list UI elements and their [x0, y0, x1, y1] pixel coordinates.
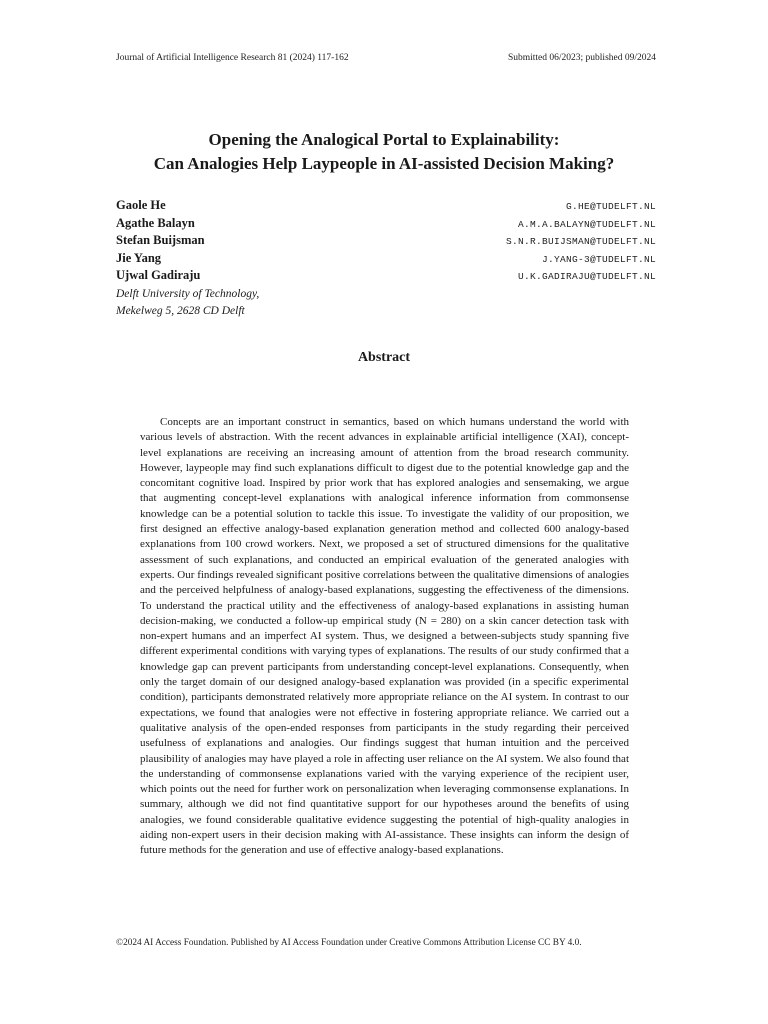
abstract-heading: Abstract [357, 350, 411, 365]
affiliation-line-2: Mekelweg 5, 2628 CD Delft [116, 305, 245, 317]
author-email: U.K.GADIRAJU@TUDELFT.NL [517, 271, 656, 282]
author-row [116, 251, 656, 269]
copyright-footer: ©2024 AI Access Foundation. Published by AI Access Foundation under Creative Commons Attribution License CC BY 4.0. [116, 938, 582, 948]
author-email: A.M.A.BALAYN@TUDELFT.NL [517, 218, 656, 230]
author-email: G.HE@TUDELFT.NL [565, 201, 656, 212]
author-name: Jie Yang [116, 250, 162, 265]
author-name: Agathe Balayn [116, 215, 195, 230]
author-email: J.YANG-3@TUDELFT.NL [541, 253, 656, 265]
author-block [116, 198, 656, 321]
abstract-text: Concepts are an important construct in semantics, based on which humans understand the world with various levels of abstraction. With the recent advances in explainable artificial intelligence (XAI), concept-level explanations are receiving an increasing amount of attention from the broad research community. However, laypeople may find such explanations difficult to digest due to the potential knowledge gap and the concomitant cognitive load. Inspired by prior work that has explored analogies and sensemaking, we argue that augmenting concept-level explanations with analogical inference information from commonsense knowledge can be a potential solution to tackle this issue. To investigate the validity of our proposition, we first designed an effective analogy-based explanation generation method and collected 600 analogy-based explanations from 100 crowd workers. Next, we proposed a set of structured dimensions for the qualitative assessment of such explanations, and conducted an empirical evaluation of the generated analogies with experts. Our findings revealed significant positive correlations between the qualitative dimensions of analogies and the perceived helpfulness of analogy-based explanations, suggesting the effectiveness of the dimensions. To understand the practical utility and the effectiveness of analogy-based explanations in assisting human decision-making, we conducted a follow-up empirical study (N = 280) on a skin cancer detection task with non-expert humans and an imperfect AI system. Thus, we designed a between-subjects study spanning five different experimental conditions with varying types of explanations. The results of our study confirmed that a knowledge gap can prevent participants from understanding concept-level explanations. Consequently, when only the target domain of our designed analogy-based explanation was provided (in a specific experimental condition), participants demonstrated relatively more appropriate reliance on the AI system. In contrast to our expectations, we found that analogies were not effective in fostering appropriate reliance. We carried out a qualitative analysis of the open-ended responses from participants in the study regarding their perceived usefulness of explanations and analogies. Our findings suggest that human intuition and the perceived plausibility of analogies may have played a role in affecting user reliance on the AI system. We also found that the understanding of commonsense explanations varied with the varying experience of the recipient user, which points out the need for further work on personalization when leveraging commonsense explanations. In summary, although we did not find quantitative support for our hypotheses around the benefits of using analogies, we found considerable qualitative evidence suggesting the potential of high-quality analogies in aiding non-expert users in their decision making with AI-assistance. These insights can inform the design of future methods for the generation and use of effective analogy-based explanations. [140, 416, 629, 857]
author-row [116, 268, 656, 286]
author-email: S.N.R.BUIJSMAN@TUDELFT.NL [505, 236, 656, 247]
affiliation-line-1: Delft University of Technology, [116, 287, 260, 300]
author-name: Gaole He [116, 198, 166, 212]
title-line-2: Can Analogies Help Laypeople in AI-assisted Decision Making? [153, 154, 615, 173]
author-row [116, 198, 656, 216]
submission-dates: Submitted 06/2023; published 09/2024 [507, 53, 656, 63]
paper-title [60, 128, 708, 176]
journal-citation: Journal of Artificial Intelligence Research 81 (2024) 117-162 [116, 53, 349, 63]
author-row [116, 233, 656, 251]
author-name: Stefan Buijsman [116, 233, 205, 247]
title-line-1: Opening the Analogical Portal to Explainability: [208, 130, 560, 149]
running-header [116, 53, 656, 63]
author-name: Ujwal Gadiraju [116, 268, 201, 282]
author-row [116, 216, 656, 234]
